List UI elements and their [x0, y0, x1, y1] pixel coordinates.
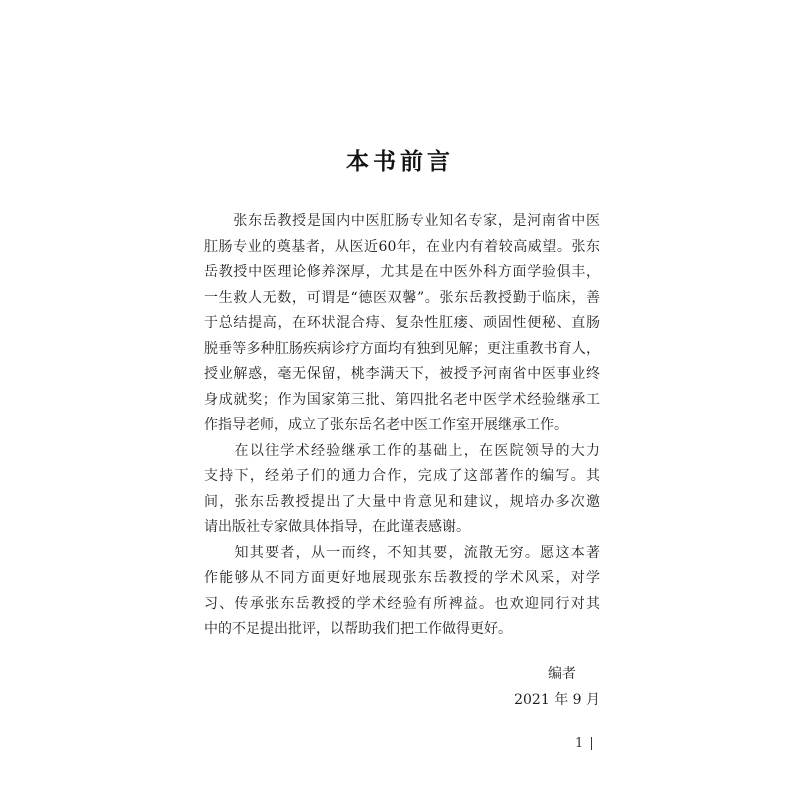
page-title: 本书前言	[346, 149, 454, 175]
text-line: 一生救人无数，可谓是“德医双馨”。张东岳教授勤于临床，善	[204, 289, 600, 306]
text-line: 习、传承张东岳教授的学术经验有所裨益。也欢迎同行对其	[204, 595, 600, 612]
text-line: 知其要者，从一而终，不知其要，流散无穷。愿这本著	[204, 544, 600, 561]
text-line: 脱垂等多种肛肠疾病诊疗方面均有独到见解；更注重教书育人，	[204, 340, 600, 357]
preface-body	[204, 209, 600, 643]
text-line: 作指导老师，成立了张东岳名老中医工作室开展继承工作。	[204, 417, 568, 433]
paragraph-3	[204, 541, 600, 643]
page-number	[575, 736, 592, 751]
signature-date: 2021 年 9 月	[514, 692, 600, 708]
text-line: 肛肠专业的奠基者，从医近60年，在业内有着较高威望。张东	[204, 238, 600, 255]
paragraph-2	[204, 439, 600, 541]
text-line: 授业解惑，毫无保留，桃李满天下，被授予河南省中医事业终	[204, 366, 600, 382]
text-line: 请出版社专家做具体指导，在此谨表感谢。	[204, 519, 470, 535]
text-line: 身成就奖；作为国家第三批、第四批名老中医学术经验继承工	[204, 391, 600, 408]
paragraph-1	[204, 209, 600, 439]
text-line: 在以往学术经验继承工作的基础上，在医院领导的大力	[204, 442, 600, 459]
text-line: 岳教授中医理论修养深厚，尤其是在中医外科方面学验俱丰，	[204, 264, 600, 280]
text-line: 于总结提高，在环状混合痔、复杂性肛瘘、顽固性便秘、直肠	[204, 315, 600, 331]
page-number-value: 1	[575, 736, 584, 751]
page-number-rule	[591, 737, 592, 750]
text-line: 支持下，经弟子们的通力合作，完成了这部著作的编写。其	[204, 468, 600, 484]
text-line: 张东岳教授是国内中医肛肠专业知名专家，是河南省中医	[204, 213, 600, 229]
text-line: 中的不足提出批评，以帮助我们把工作做得更好。	[204, 621, 512, 637]
text-line: 间，张东岳教授提出了大量中肯意见和建议，规培办多次邀	[204, 493, 600, 510]
signature-editor: 编者	[548, 666, 576, 682]
text-line: 作能够从不同方面更好地展现张东岳教授的学术风采，对学	[204, 570, 600, 586]
